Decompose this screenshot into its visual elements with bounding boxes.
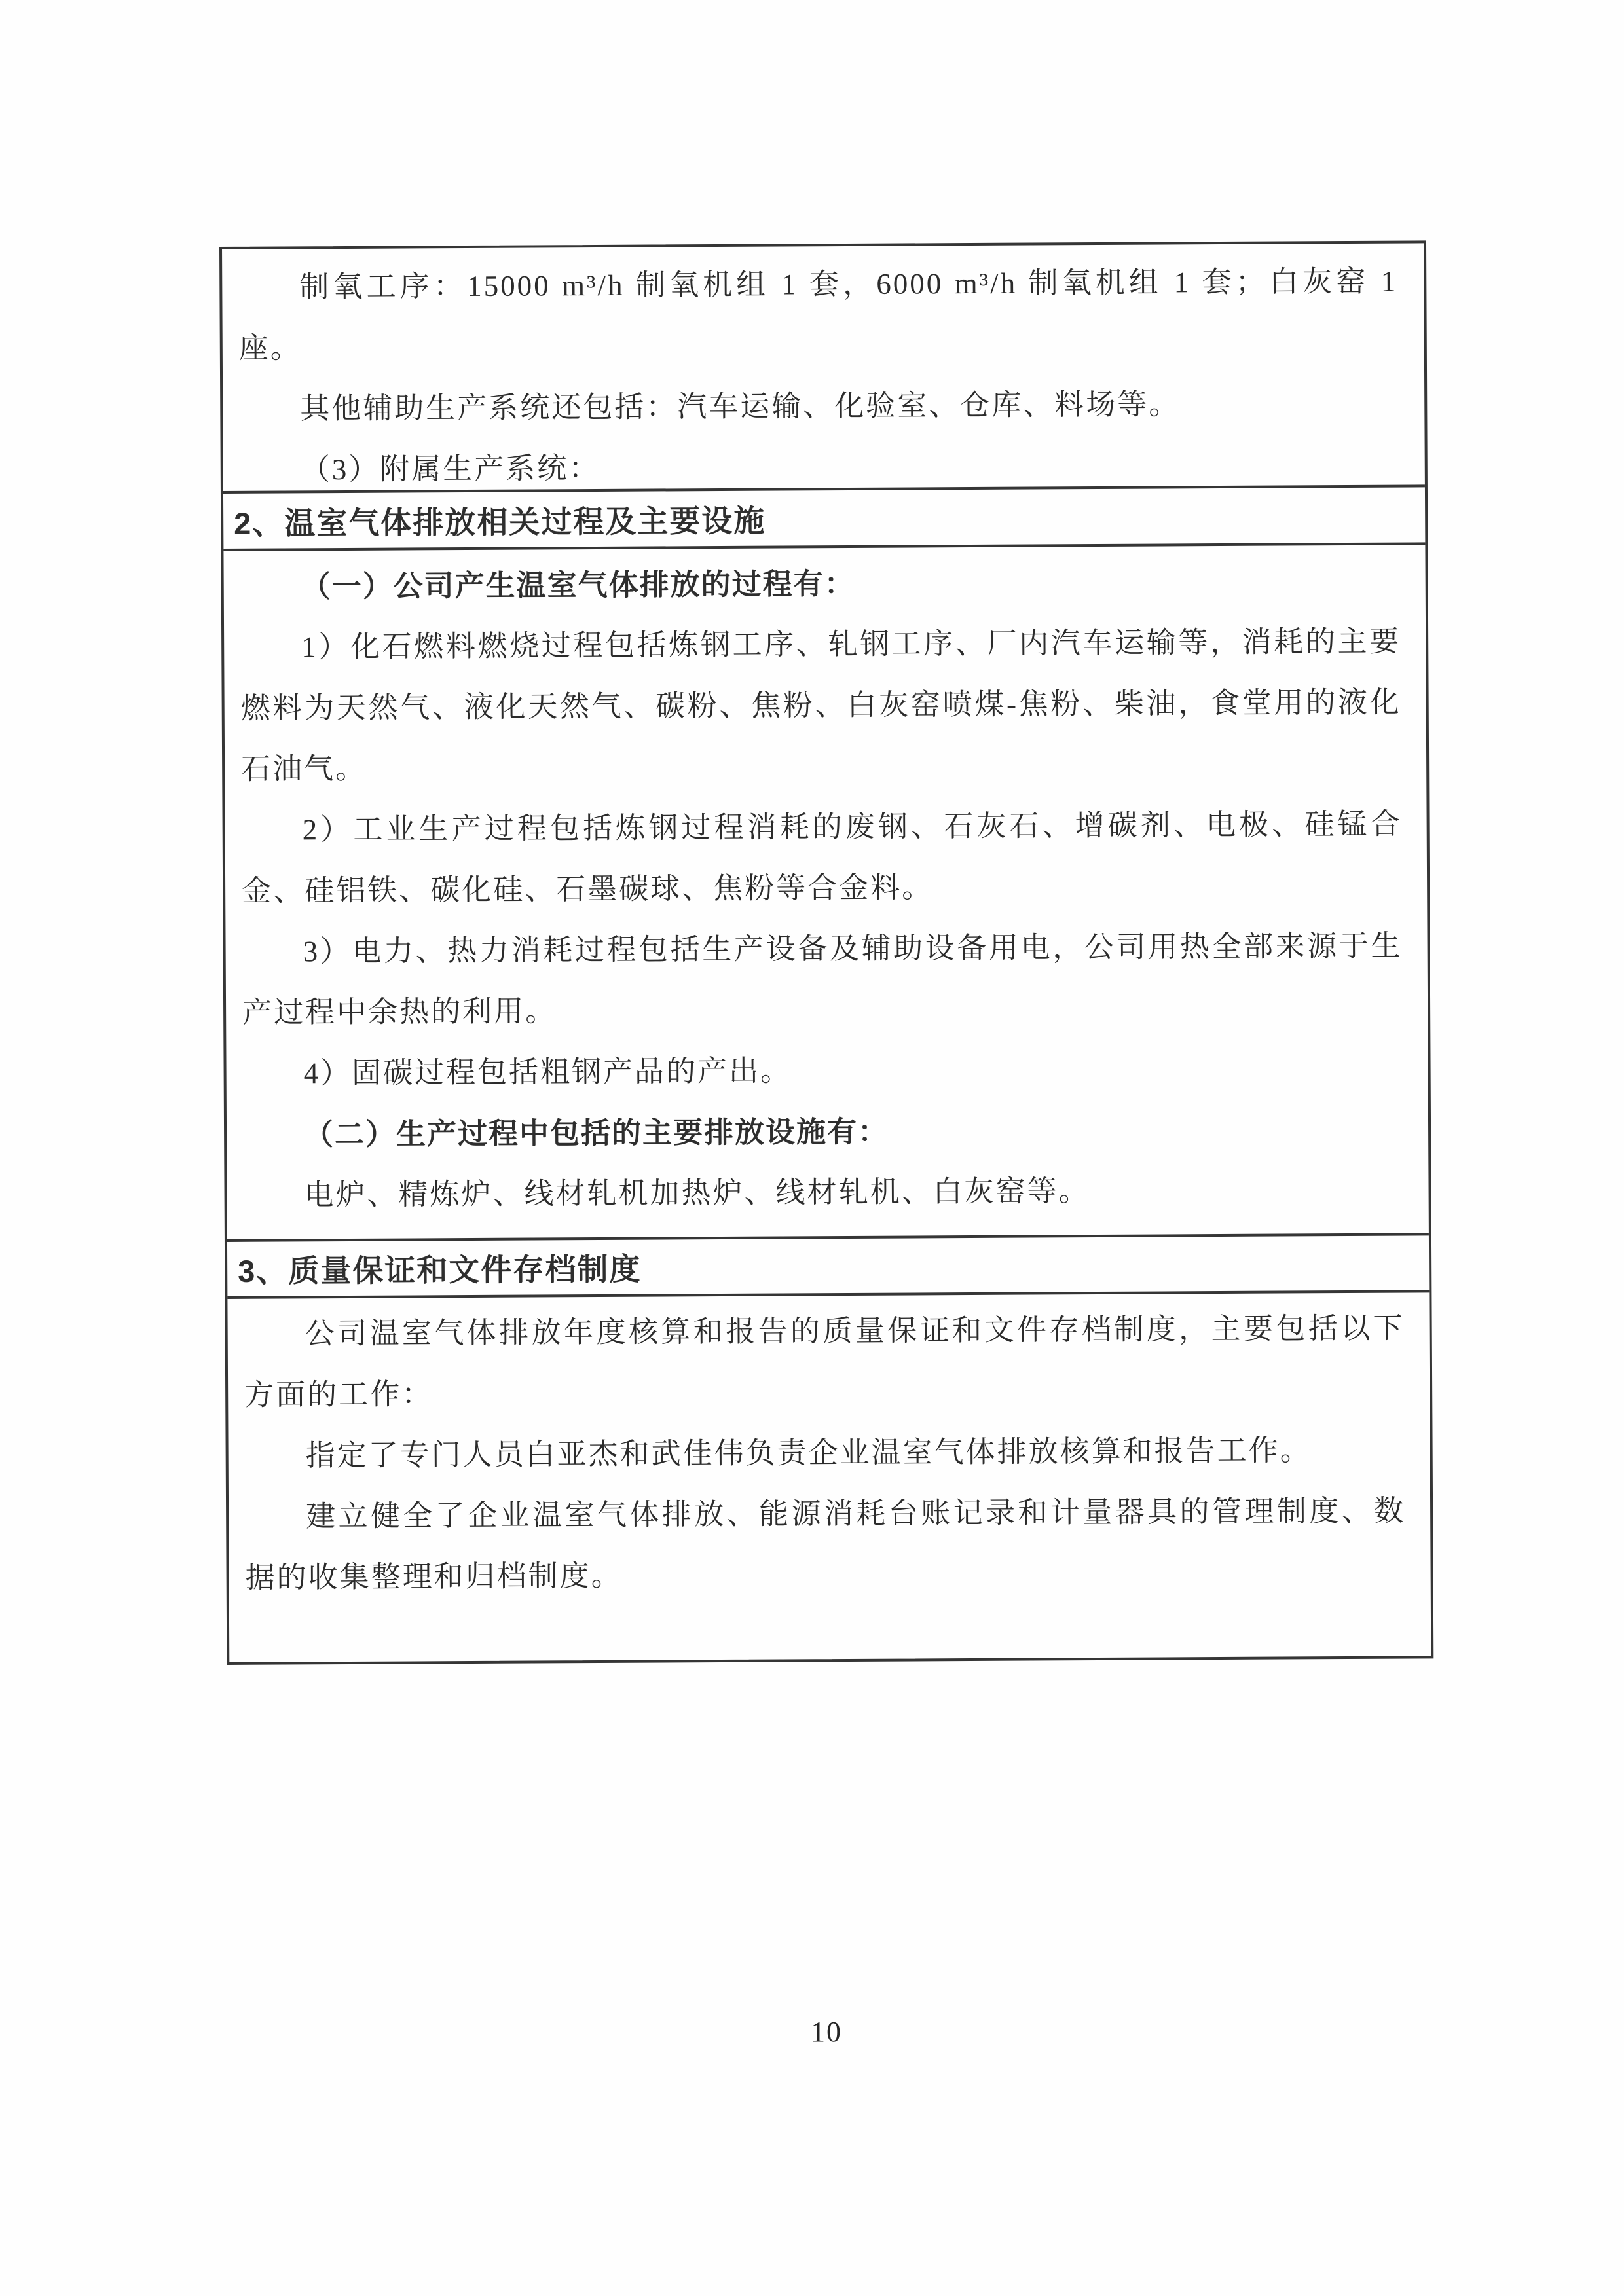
- page-number: 10: [811, 2016, 842, 2048]
- auxiliary-systems-paragraph: 其他辅助生产系统还包括：汽车运输、化验室、仓库、料场等。: [300, 388, 1181, 426]
- section-2-heading: 2、温室气体排放相关过程及主要设施: [234, 503, 766, 541]
- intro-row: [222, 243, 1425, 491]
- emission-facilities-subheading: （二）生产过程中包括的主要排放设施有：: [303, 1114, 889, 1152]
- records-management-paragraph: 建立健全了企业温室气体排放、能源消耗台账记录和计量器具的管理制度、数据的收集整理和归档制度。: [245, 1494, 1406, 1594]
- ghg-processes-subheading: （一）公司产生温室气体排放的过程有：: [301, 566, 855, 604]
- carbon-fixation-item: 4）固碳过程包括粗钢产品的产出。: [303, 1054, 792, 1090]
- qa-archive-intro-paragraph: 公司温室气体排放年度核算和报告的质量保证和文件存档制度，主要包括以下方面的工作：: [244, 1311, 1405, 1412]
- section-2-header-row: [223, 484, 1425, 549]
- section-3-header-row: [227, 1233, 1429, 1296]
- electricity-heat-item: 3）电力、热力消耗过程包括生产设备及辅助设备用电，公司用热全部来源于生产过程中余热的利用。: [242, 929, 1403, 1029]
- ancillary-systems-heading: （3）附属生产系统：: [300, 451, 600, 486]
- report-table-wrapper: [219, 240, 1433, 1665]
- fossil-fuel-combustion-item: 1）化石燃料燃烧过程包括炼钢工序、轧钢工序、厂内汽车运输等，消耗的主要燃料为天然气、液化天然气、碳粉、焦粉、白灰窑喷煤-焦粉、柴油，食堂用的液化石油气。: [240, 625, 1401, 786]
- section-3-body-row: [227, 1290, 1431, 1662]
- section-3-heading: 3、质量保证和文件存档制度: [238, 1251, 642, 1288]
- report-table: [219, 240, 1433, 1665]
- oxygen-production-paragraph: 制氧工序：15000 m³/h 制氧机组 1 套，6000 m³/h 制氧机组 1 套；白灰窑 1 座。: [238, 264, 1398, 365]
- industrial-process-item: 2）工业生产过程包括炼钢过程消耗的废钢、石灰石、增碳剂、电极、硅锰合金、硅铝铁、碳化硅、石墨碳球、焦粉等合金料。: [242, 807, 1402, 907]
- section-2-body-row: [223, 542, 1428, 1239]
- emission-facilities-item: 电炉、精炼炉、线材轧机加热炉、线材轧机、白灰窑等。: [304, 1175, 1090, 1212]
- designated-personnel-paragraph: 指定了专门人员白亚杰和武佳伟负责企业温室气体排放核算和报告工作。: [305, 1434, 1312, 1472]
